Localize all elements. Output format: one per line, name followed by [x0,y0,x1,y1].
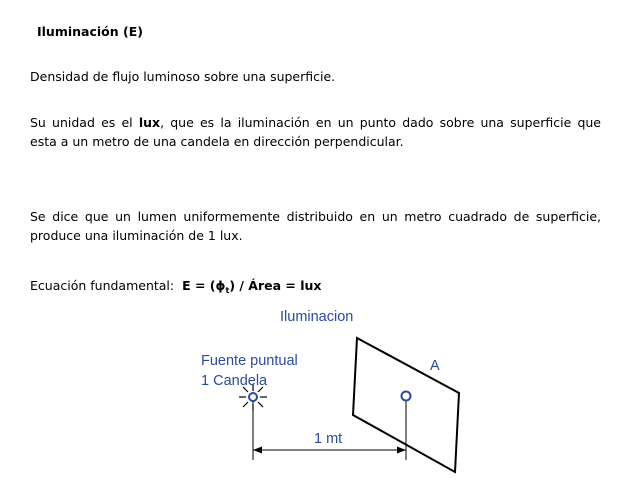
distance-arrow-left [253,447,262,454]
equation-lhs: E = ( [182,278,216,293]
distance-arrow-right [397,447,406,454]
equation-rhs: ) / Área = lux [229,278,322,293]
unit-paragraph-line-2: esta a un metro de una candela en dirección perpendicular. [30,134,404,149]
unit-prefix: Su unidad es el [30,115,139,130]
phi-subscript: t [225,286,230,295]
surface-point [402,392,411,401]
unit-line1-rest: , que es la iluminación en un punto dado sobre una superficie que [160,115,601,130]
light-source-point [249,393,257,401]
source-label-line-1: Fuente puntual [201,353,298,369]
distance-label: 1 mt [314,431,343,447]
source-label-line-2: 1 Candela [201,373,268,389]
unit-keyword: lux [138,115,161,130]
phi-symbol: ϕ [215,278,226,293]
slide-title: Iluminación (E) [37,24,143,39]
lumen-paragraph-line-2: produce una iluminación de 1 lux. [30,228,243,243]
lumen-paragraph-line-1: Se dice que un lumen uniformemente distribuido en un metro cuadrado de superficie, [30,209,601,224]
surface-label: A [430,358,440,374]
equation-label: Ecuación fundamental: [30,278,175,293]
definition-text: Densidad de flujo luminoso sobre una superficie. [30,69,336,84]
diagram-title: Iluminacion [280,309,354,325]
